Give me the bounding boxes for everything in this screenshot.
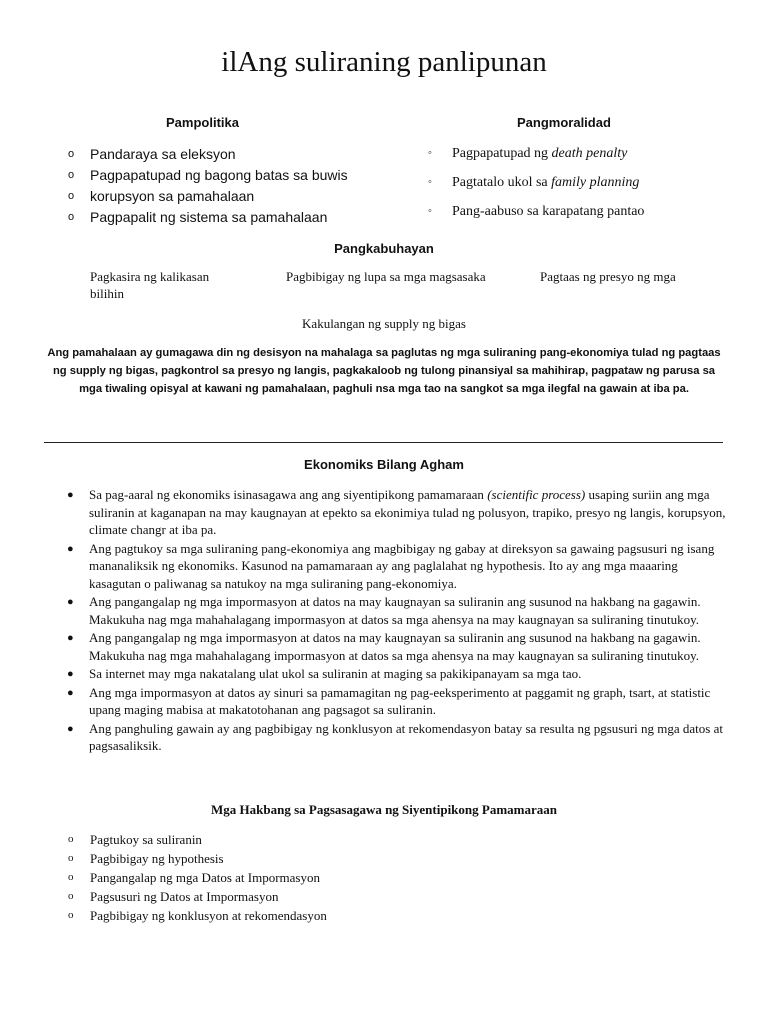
list-item-text: Pagsusuri ng Datos at Impormasyon bbox=[90, 889, 279, 904]
list-item-emphasis: family planning bbox=[551, 175, 640, 190]
pangkabuhayan-heading: Pangkabuhayan bbox=[334, 241, 434, 256]
list-item-text: Pagbibigay ng konklusyon at rekomendasyon bbox=[90, 908, 327, 923]
list-item bbox=[64, 684, 726, 719]
section-divider bbox=[44, 442, 723, 443]
small-circle-bullet-icon: ◦ bbox=[428, 205, 432, 217]
list-item bbox=[64, 593, 726, 628]
pangmoralidad-heading: Pangmoralidad bbox=[517, 115, 611, 130]
hollow-bullet-icon: o bbox=[68, 890, 74, 902]
list-item-text-continued: usaping suriin ang mga suliranin at kaganapan na may kaugnayan at epekto sa ekonimiya tulad ng polusyon, trapiko, presyo ng langis, korupsyon, climate changr at iba pa. bbox=[89, 487, 726, 537]
list-item bbox=[68, 208, 348, 229]
list-item-text: korupsyon sa pamahalaan bbox=[90, 188, 255, 204]
list-item bbox=[68, 850, 327, 869]
list-item-text: Ang panghuling gawain ay ang pagbibigay ng konklusyon at rekomendasyon batay sa resulta ng pgsusuri ng mga datos at pagsasaliksik. bbox=[89, 720, 723, 753]
list-item-text: Pagtukoy sa suliranin bbox=[90, 832, 202, 847]
list-item bbox=[64, 540, 726, 593]
list-item bbox=[68, 145, 348, 166]
list-item-text: Pangangalap ng mga Datos at Impormasyon bbox=[90, 870, 320, 885]
hollow-bullet-icon: o bbox=[68, 852, 74, 864]
list-item-text: Pagpapatupad ng bbox=[452, 146, 552, 161]
bullet-icon: ● bbox=[67, 596, 74, 608]
list-item bbox=[68, 166, 348, 187]
pangkabuhayan-item-4: Kakulangan ng supply ng bigas bbox=[302, 316, 466, 331]
hollow-bullet-icon: o bbox=[68, 833, 74, 845]
hollow-bullet-icon: o bbox=[68, 211, 75, 223]
list-item-text: Ang pangangalap ng mga impormasyon at datos na may kaugnayan sa suliranin ang susunod na hakbang na gagawin. Makukuha nag mga mahahalagang impormasyon at datos sa mga ahensya na may kaugnayan sa suliraning tinutukoy. bbox=[89, 594, 701, 627]
pangmoralidad-list bbox=[428, 145, 644, 232]
list-item-text: Pagbibigay ng hypothesis bbox=[90, 851, 224, 866]
bullet-icon: ● bbox=[67, 686, 74, 699]
list-item bbox=[68, 831, 327, 850]
list-item-text: Ang pangangalap ng mga impormasyon at datos na may kaugnayan sa suliranin ang susunod na hakbang na gagawin. Makukuha nag mga mahahalagang impormasyon at datos sa mga ahensya na may kaugnayan sa suliraning tinutukoy. bbox=[89, 630, 701, 663]
pampolitika-list bbox=[68, 145, 348, 229]
hakbang-list bbox=[68, 831, 327, 926]
list-item bbox=[428, 174, 644, 203]
list-item-text: Pagtatalo ukol sa bbox=[452, 175, 552, 190]
ekonomiks-heading: Ekonomiks Bilang Agham bbox=[304, 457, 464, 472]
list-item-text: Pang-aabuso sa karapatang pantao bbox=[452, 204, 645, 219]
bullet-icon: ● bbox=[67, 542, 74, 555]
hollow-bullet-icon: o bbox=[68, 169, 75, 181]
list-item-text: Ang pagtukoy sa mga suliraning pang-ekonomiya ang magbibigay ng gabay at direksyon sa gawaing pagsusuri ng isang mananaliksik ng ekonomiks. Kasunod na pamamaraan ay ang paglalahat ng hypothesis. Ito ay ang mga maaaring kasagutan o paliwanag sa natukoy na mga suliraning pang-ekonomiya. bbox=[89, 540, 715, 591]
list-item bbox=[68, 907, 327, 926]
list-item-emphasis: death penalty bbox=[551, 146, 628, 161]
bullet-icon: ● bbox=[67, 722, 74, 735]
list-item bbox=[64, 629, 726, 664]
list-item bbox=[64, 720, 726, 755]
hollow-bullet-icon: o bbox=[68, 909, 74, 921]
pampolitika-heading: Pampolitika bbox=[166, 115, 239, 130]
main-paragraph: Ang pamahalaan ay gumagawa din ng desisyon na mahalaga sa paglutas ng mga suliraning pang-ekonomiya tulad ng pagtaas ng supply ng bigas, pagkontrol sa presyo ng langis, pagkakaloob ng tulong pinansiyal sa mahihirap, pagpataw ng parusa sa mga tiwaling opisyal at kawani ng pamahalaan, paghuli nsa mga tao na sangkot sa mga ilegfal na gawain at iba pa. bbox=[47, 347, 721, 395]
list-item bbox=[428, 203, 644, 232]
list-item-text: Sa pag-aaral ng ekonomiks isinasagawa ang ang siyentipikong pamamaraan bbox=[89, 487, 488, 502]
list-item-text: Pagpapalit ng sistema sa pamahalaan bbox=[90, 209, 328, 225]
hollow-bullet-icon: o bbox=[68, 871, 74, 883]
pangkabuhayan-item-1: Pagkasira ng kalikasan bbox=[90, 269, 210, 284]
list-item bbox=[68, 187, 348, 208]
bullet-icon: ● bbox=[67, 632, 74, 644]
list-item-text: Sa internet may mga nakatalang ulat ukol sa suliranin at maging sa pakikipanayam sa mga tao. bbox=[89, 666, 582, 681]
pangkabuhayan-item-1-continuation: bilihin bbox=[90, 286, 124, 301]
list-item bbox=[68, 869, 327, 888]
list-item-emphasis: (scientific process) bbox=[487, 487, 586, 502]
list-item-text: Pagpapatupad ng bagong batas sa buwis bbox=[90, 167, 348, 183]
list-item bbox=[64, 665, 726, 683]
ekonomiks-list bbox=[64, 486, 726, 756]
list-item-text: Ang mga impormasyon at datos ay sinuri sa pamamagitan ng pag-eeksperimento at paggamit ng graph, tsart, at statistic upang maging mabisa at makatotohanan ang pagsagot sa suliranin. bbox=[89, 684, 711, 717]
bullet-icon: ● bbox=[67, 668, 74, 680]
list-item-text: Pandaraya sa eleksyon bbox=[90, 146, 236, 162]
hollow-bullet-icon: o bbox=[68, 148, 75, 160]
list-item bbox=[428, 145, 644, 174]
small-circle-bullet-icon: ◦ bbox=[428, 176, 432, 188]
pangkabuhayan-item-3: Pagtaas ng presyo ng mga bbox=[540, 269, 676, 284]
hakbang-heading: Mga Hakbang sa Pagsasagawa ng Siyentipikong Pamamaraan bbox=[211, 802, 557, 817]
bullet-icon: ● bbox=[67, 489, 74, 501]
list-item bbox=[68, 888, 327, 907]
pangkabuhayan-item-2: Pagbibigay ng lupa sa mga magsasaka bbox=[286, 269, 486, 284]
list-item bbox=[64, 486, 726, 539]
small-circle-bullet-icon: ◦ bbox=[428, 147, 432, 159]
page-title: ilAng suliraning panlipunan bbox=[221, 46, 547, 78]
hollow-bullet-icon: o bbox=[68, 190, 75, 202]
